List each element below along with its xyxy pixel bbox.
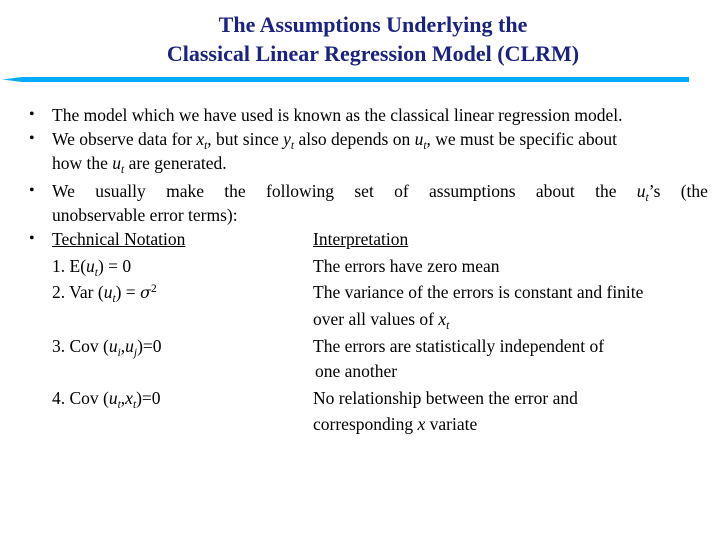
title-line-2: Classical Linear Regression Model (CLRM) (166, 41, 580, 66)
sub-t: t (446, 320, 450, 332)
word: following (266, 181, 335, 201)
text-run: We observe data for (52, 129, 197, 149)
var-u: u (636, 181, 646, 201)
bullet-marker: • (29, 182, 35, 199)
var-u: u (125, 336, 134, 356)
var-u: u (112, 153, 122, 173)
text-run: )=0 (137, 336, 162, 356)
sub-t: t (94, 267, 98, 279)
text-run: ’s (648, 181, 661, 201)
sub-t: t (423, 140, 427, 152)
word: make (166, 181, 204, 201)
assumption-1-notation (52, 256, 131, 277)
sub-t: t (204, 140, 208, 152)
sub-t: t (132, 399, 137, 411)
sub-i: i (117, 347, 121, 359)
assumption-1-interpretation: The errors have zero mean (313, 256, 500, 276)
sub-t: t (290, 140, 295, 152)
text-run: corresponding (313, 414, 418, 434)
var-u: u (86, 256, 95, 276)
var-u: u (414, 129, 424, 149)
text-run: also depends on (294, 129, 415, 149)
bullet-2-line-1 (52, 129, 617, 150)
word: the (224, 181, 246, 201)
var-y: y (283, 129, 291, 149)
text-run: , we must be specific about (426, 129, 618, 149)
text-run: 2. Var ( (52, 282, 104, 302)
var-x: x (417, 414, 426, 434)
word: assumptions (429, 181, 516, 201)
column-header-interpretation: Interpretation (313, 229, 409, 249)
word: set (354, 181, 374, 201)
bullet-marker: • (29, 106, 35, 123)
assumption-2-notation (52, 282, 157, 303)
text-run: are generated. (124, 153, 227, 173)
sub-t: t (117, 399, 121, 411)
sub-t: t (121, 164, 125, 176)
assumption-4-interpretation-line-1: No relationship between the error and (313, 388, 578, 408)
assumption-3-interpretation-line-1: The errors are statistically independent of (313, 336, 605, 356)
word: usually (95, 181, 146, 201)
superscript-2: 2 (150, 283, 157, 295)
bullet-3-line-2: unobservable error terms): (52, 205, 238, 225)
sub-j: j (133, 347, 138, 359)
text-run: )=0 (136, 388, 161, 408)
var-u: u (108, 336, 118, 356)
sub-t: t (645, 192, 649, 204)
text-run: 4. Cov ( (52, 388, 109, 408)
text-run: , but since (207, 129, 284, 149)
text-run: variate (425, 414, 478, 434)
word: We (52, 181, 75, 201)
sub-t: t (112, 293, 116, 305)
var-x: x (438, 309, 447, 329)
text-run: over all values of (313, 309, 439, 329)
assumption-3-notation (52, 336, 162, 357)
assumption-4-notation (52, 388, 161, 409)
bullet-marker: • (29, 230, 35, 247)
var-x: x (125, 388, 133, 408)
bullet-3-line-1 (52, 181, 708, 202)
sigma-symbol: σ (140, 283, 151, 302)
word: about (535, 181, 575, 201)
assumption-3-interpretation-line-2: one another (315, 361, 398, 381)
text-run: 3. Cov ( (52, 336, 109, 356)
text-run: , (120, 388, 126, 408)
text-run: 1. E( (52, 256, 87, 276)
var-x: x (196, 129, 205, 149)
title-line-1: The Assumptions Underlying the (218, 12, 528, 37)
bullet-1-text: The model which we have used is known as the classical linear regression model. (52, 105, 623, 125)
bullet-2-line-2 (52, 153, 227, 174)
bullet-marker: • (29, 130, 35, 147)
text-run: ) = 0 (97, 256, 132, 276)
var-u: u (103, 282, 113, 302)
text-run: how the (52, 153, 113, 173)
word: of (394, 181, 409, 201)
column-header-technical-notation: Technical Notation (52, 229, 186, 249)
word-ut-s (637, 181, 661, 202)
assumption-2-interpretation-line-1: The variance of the errors is constant and finite (313, 282, 644, 302)
assumption-4-interpretation-line-2 (313, 414, 477, 435)
var-u: u (108, 388, 118, 408)
text-run: ) = (115, 282, 141, 302)
text-run: , (120, 336, 126, 356)
word: the (595, 181, 617, 201)
word: (the (680, 181, 708, 201)
assumption-2-interpretation-line-2 (313, 309, 449, 330)
